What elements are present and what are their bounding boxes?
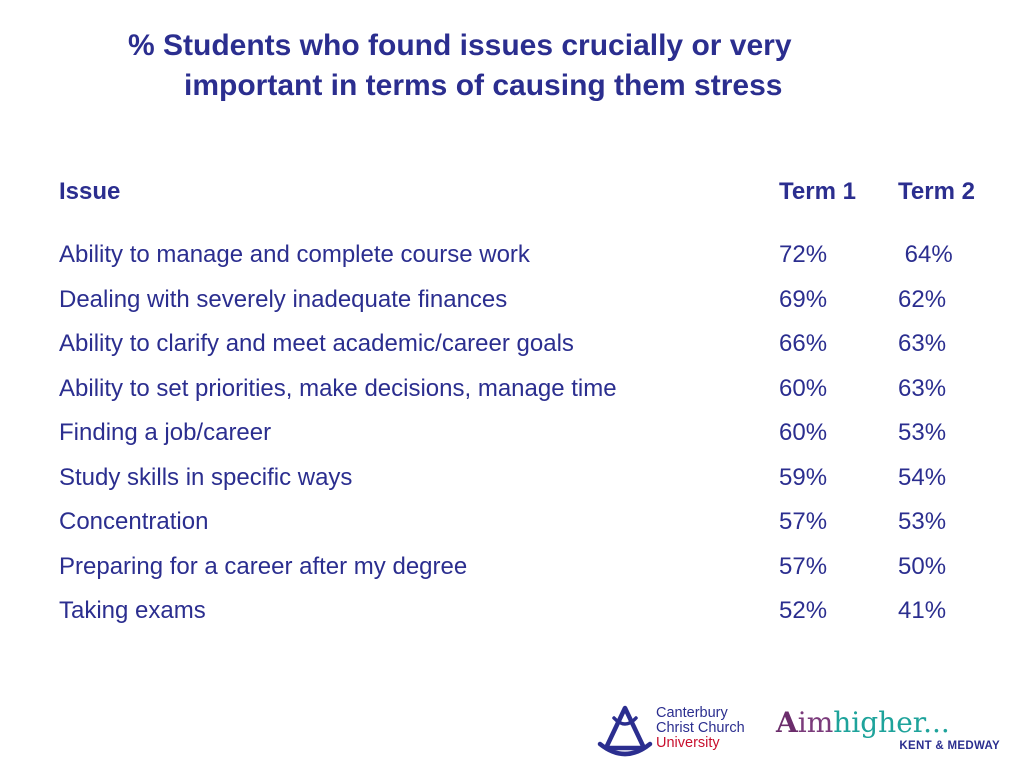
- slide-title-line-2: important in terms of causing them stress: [184, 69, 783, 102]
- row-term-2: 53%: [898, 419, 947, 446]
- slide-title-line-1: % Students who found issues crucially or very: [128, 29, 792, 62]
- row-issue: Ability to set priorities, make decisions, manage time: [59, 374, 617, 402]
- cccu-wordmark: [656, 706, 745, 751]
- cccu-line-3: University: [656, 735, 720, 751]
- row-issue: Concentration: [59, 508, 209, 535]
- aimhigher-im: im: [797, 706, 834, 739]
- row-term-2: 62%: [898, 285, 947, 313]
- row-term-1: 57%: [779, 508, 828, 535]
- row-issue: Study skills in specific ways: [59, 463, 353, 491]
- table-row: [59, 545, 1009, 590]
- row-issue: Ability to manage and complete course work: [59, 241, 530, 268]
- table-row: [59, 322, 1009, 367]
- header-term-1: Term 1: [779, 178, 856, 205]
- aimhigher-a: A: [776, 706, 798, 739]
- slide-title: [128, 26, 888, 106]
- table-row: [59, 589, 1009, 634]
- row-term-1: 52%: [779, 597, 828, 624]
- row-term-1: 59%: [779, 463, 828, 491]
- row-issue: Taking exams: [59, 597, 206, 624]
- row-term-2: 41%: [898, 597, 947, 624]
- cccu-line-2: Christ Church: [656, 720, 745, 736]
- aimhigher-wordmark: [776, 706, 950, 740]
- aimhigher-higher: higher...: [833, 706, 950, 739]
- cccu-logo: [596, 704, 766, 758]
- table-row: [59, 411, 1009, 456]
- header-term-2: Term 2: [898, 178, 975, 205]
- cccu-emblem-icon: [596, 704, 654, 758]
- row-issue: Finding a job/career: [59, 419, 272, 446]
- stress-issues-table: [59, 172, 1009, 634]
- aimhigher-logo: [776, 706, 1002, 756]
- row-term-2: 64%: [898, 241, 953, 268]
- cccu-line-1: Canterbury: [656, 705, 728, 721]
- aimhigher-region: KENT & MEDWAY: [899, 740, 1000, 752]
- row-term-2: 54%: [898, 463, 947, 491]
- table-row: [59, 500, 1009, 545]
- row-term-2: 50%: [898, 552, 947, 580]
- row-term-1: 66%: [779, 330, 828, 357]
- row-term-1: 72%: [779, 241, 828, 268]
- table-row: [59, 278, 1009, 323]
- row-term-1: 57%: [779, 552, 828, 580]
- header-issue: Issue: [59, 178, 121, 205]
- table-row: [59, 233, 1009, 278]
- row-term-1: 69%: [779, 285, 828, 313]
- row-term-1: 60%: [779, 374, 828, 402]
- row-term-2: 53%: [898, 508, 947, 535]
- row-issue: Preparing for a career after my degree: [59, 552, 468, 580]
- row-term-1: 60%: [779, 419, 828, 446]
- row-term-2: 63%: [898, 330, 947, 357]
- row-issue: Ability to clarify and meet academic/career goals: [59, 330, 574, 357]
- row-issue: Dealing with severely inadequate finances: [59, 285, 508, 313]
- row-term-2: 63%: [898, 374, 947, 402]
- footer-logos: [596, 700, 1006, 760]
- table-row: [59, 456, 1009, 501]
- table-header-row: [59, 172, 1009, 212]
- table-row: [59, 367, 1009, 412]
